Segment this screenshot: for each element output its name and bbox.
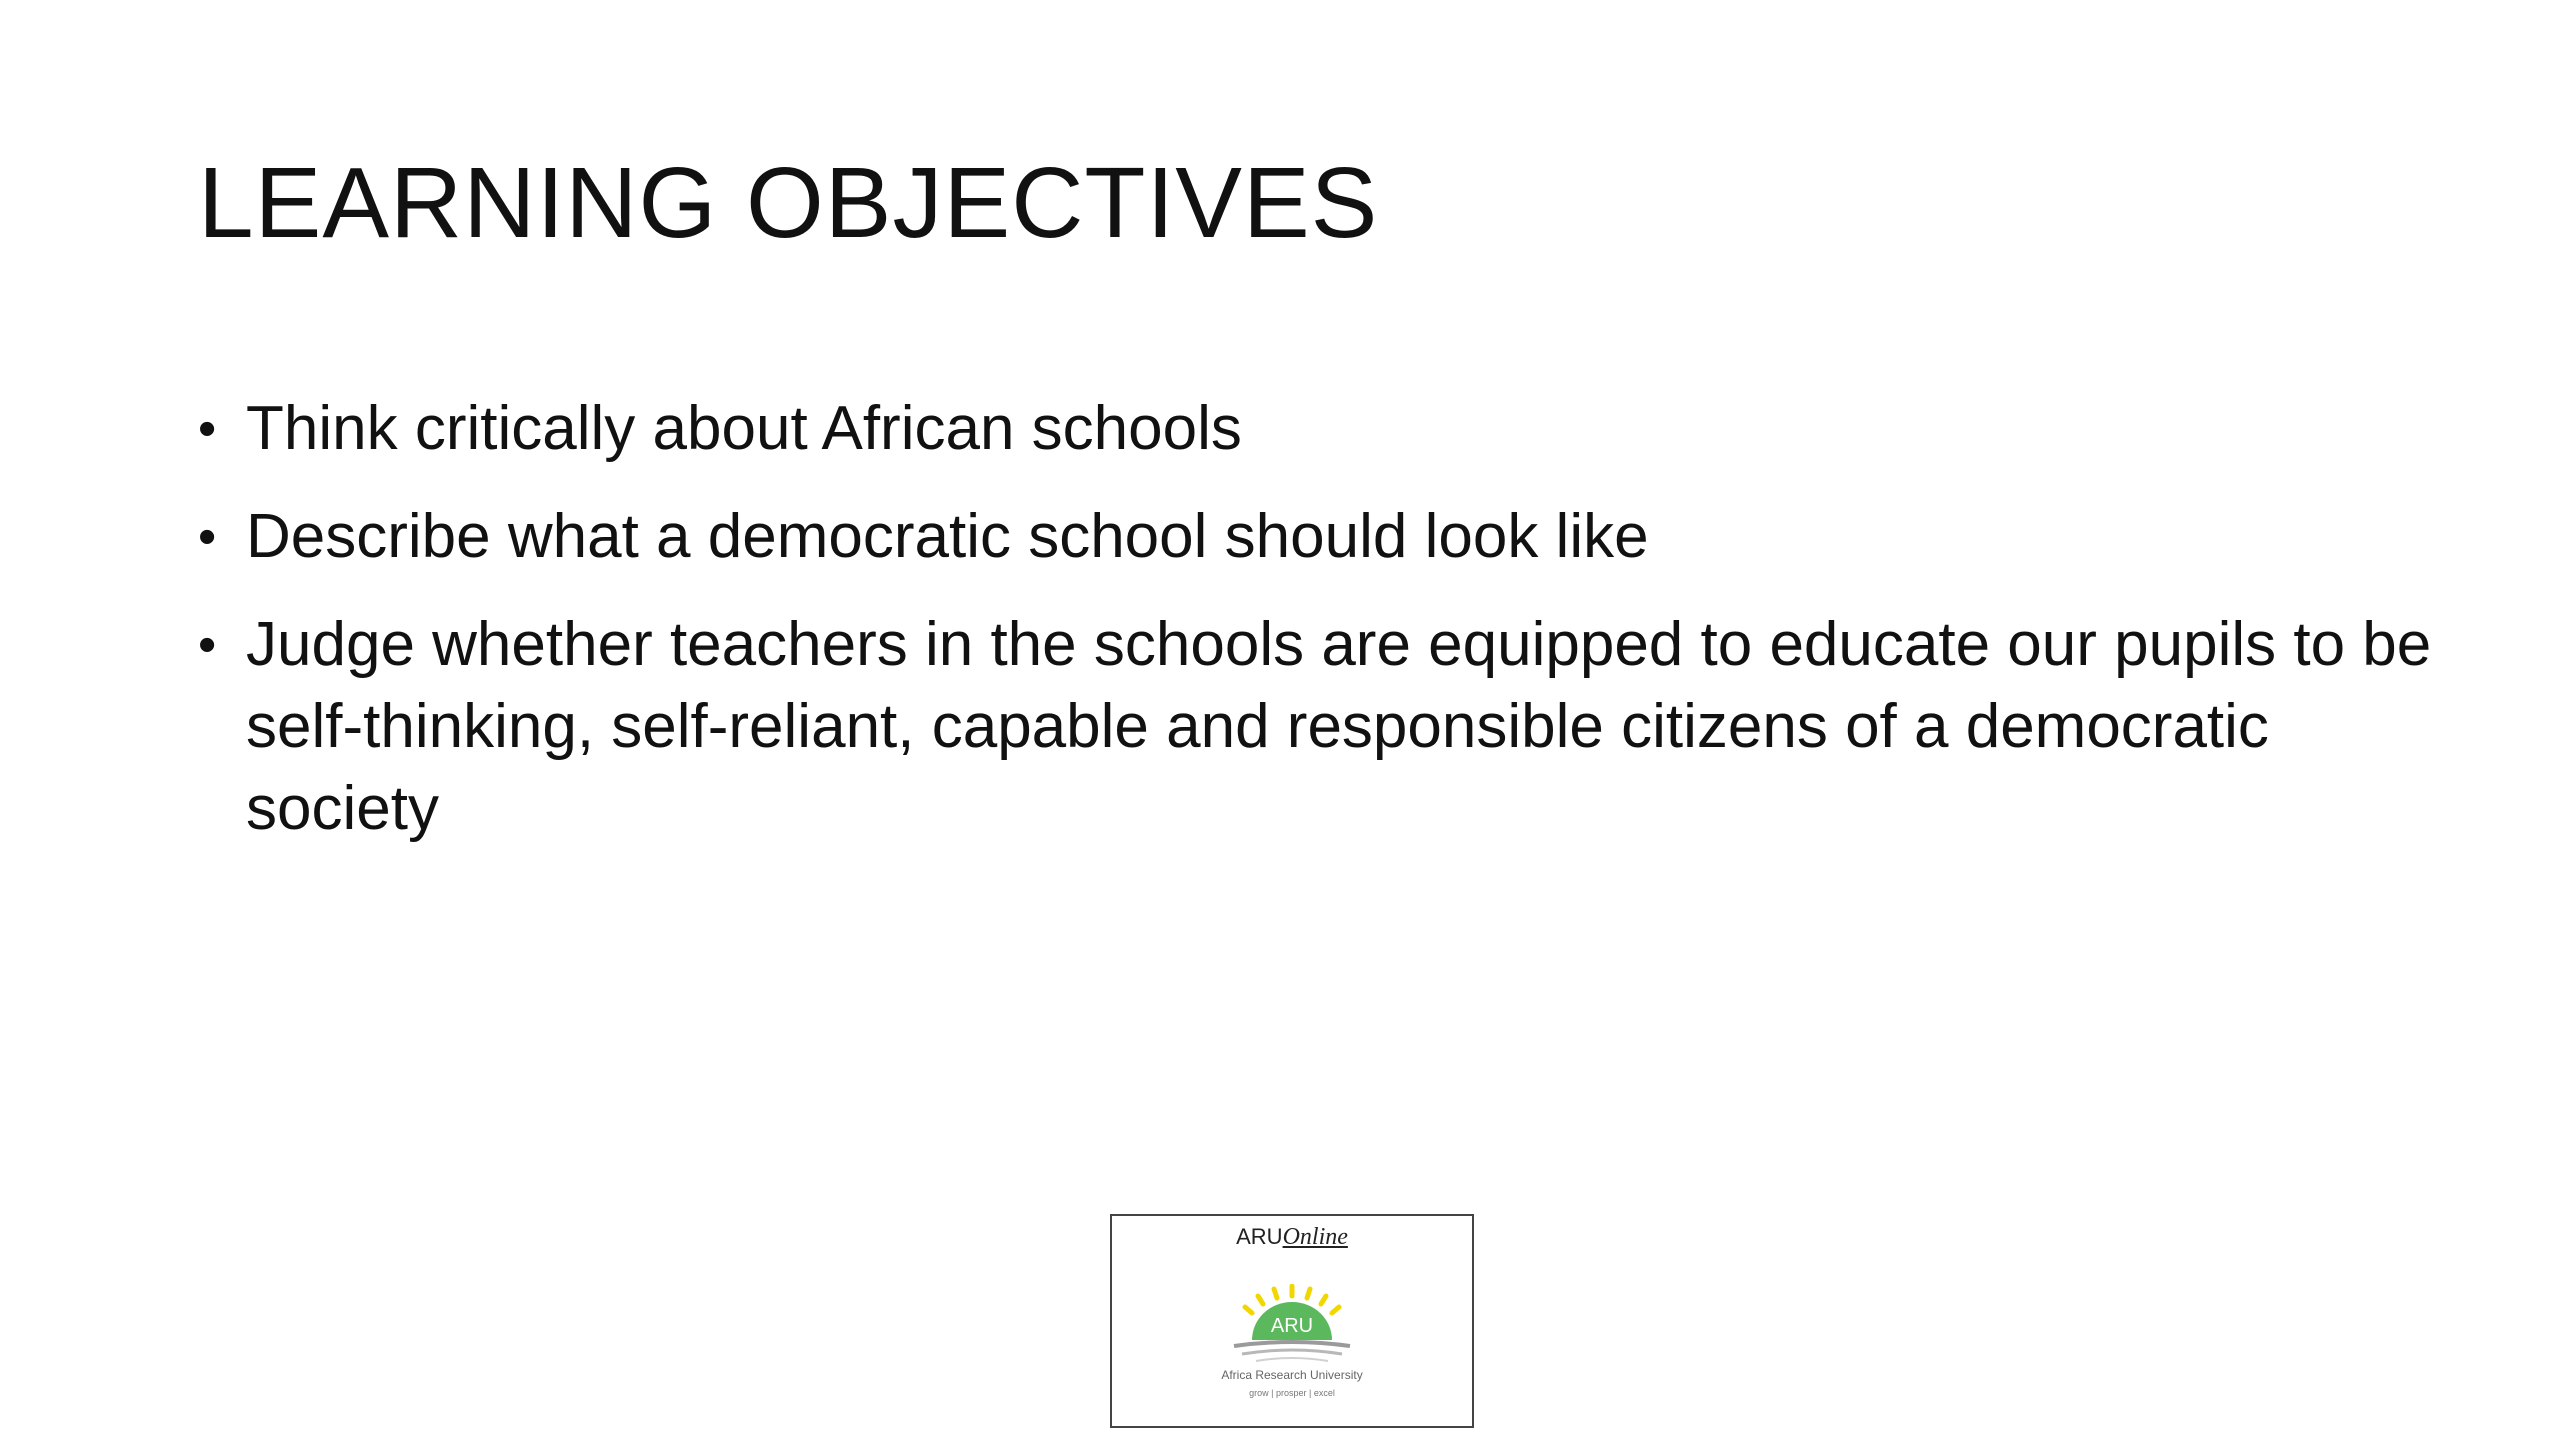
logo-header xyxy=(1112,1224,1472,1251)
logo-header-prefix: ARU xyxy=(1236,1224,1283,1249)
list-item xyxy=(198,604,2448,850)
logo-university-name: Africa Research University xyxy=(1221,1368,1363,1382)
list-item-text: Think critically about African schools xyxy=(246,394,1242,463)
list-item xyxy=(198,496,2448,578)
logo-tagline: grow | prosper | excel xyxy=(1249,1388,1335,1398)
emblem-label: ARU xyxy=(1270,1315,1314,1337)
objectives-list xyxy=(198,388,2448,876)
bullet-icon: • xyxy=(198,616,217,674)
logo-header-suffix: Online xyxy=(1282,1224,1348,1250)
list-item-text: Judge whether teachers in the schools are equipped to educate our pupils to be self-thinking, self-reliant, capable and responsible citizens of a democratic society xyxy=(246,610,2432,843)
aru-online-logo xyxy=(1110,1214,1474,1428)
list-item-text: Describe what a democratic school should look like xyxy=(246,502,1649,571)
sun-emblem-icon xyxy=(1112,1284,1472,1368)
sun-emblem-svg xyxy=(1212,1284,1372,1368)
slide-title: LEARNING OBJECTIVES xyxy=(198,147,1379,259)
bullet-icon: • xyxy=(198,508,217,566)
bullet-icon: • xyxy=(198,400,217,458)
list-item xyxy=(198,388,2448,470)
